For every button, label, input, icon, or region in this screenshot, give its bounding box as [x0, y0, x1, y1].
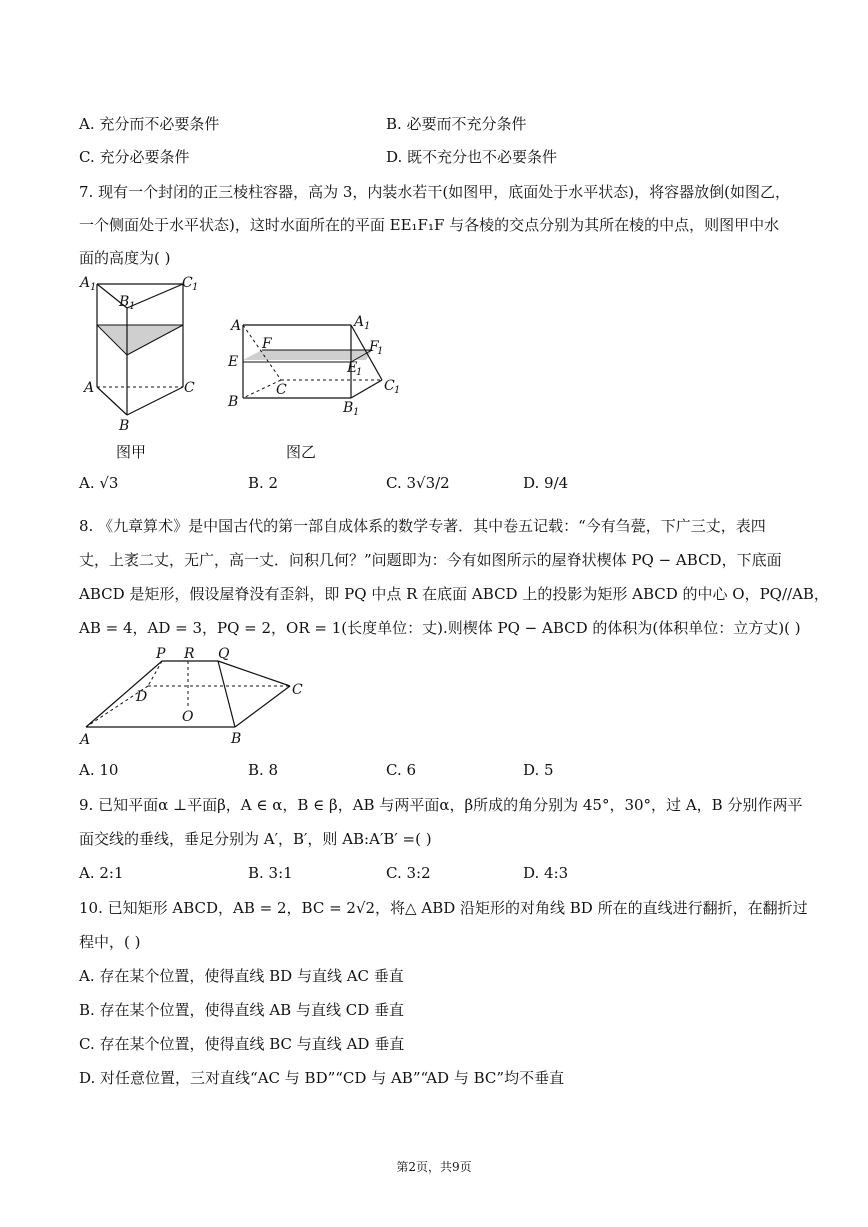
- q7-line-3: 面的高度为( ): [79, 249, 171, 267]
- q6-option-d: D. 既不充分也不必要条件: [386, 148, 558, 166]
- q10-option-a: A. 存在某个位置，使得直线 BD 与直线 AC 垂直: [79, 967, 404, 985]
- q6-option-c: C. 充分必要条件: [79, 148, 190, 166]
- q7-option-c: C. 3√3/2: [386, 474, 450, 492]
- wedge-figure: [78, 644, 318, 748]
- q9-line-2: 面交线的垂线，垂足分别为 A′，B′，则 AB:A′B′ =( ): [79, 830, 432, 848]
- svg-text:A: A: [80, 275, 91, 291]
- prism-figure-a: [78, 270, 218, 430]
- svg-text:F: F: [369, 339, 379, 355]
- svg-text:F: F: [262, 336, 272, 352]
- svg-text:1: 1: [394, 385, 401, 396]
- q9-option-d: D. 4:3: [523, 864, 569, 882]
- q6-option-b: B. 必要而不充分条件: [386, 115, 527, 133]
- svg-text:1: 1: [353, 407, 360, 418]
- svg-text:C: C: [292, 682, 303, 698]
- svg-text:1: 1: [90, 282, 97, 293]
- svg-text:C: C: [184, 380, 195, 396]
- svg-text:1: 1: [129, 301, 136, 312]
- q10-option-d: D. 对任意位置，三对直线“AC 与 BD”“CD 与 AB”“AD 与 BC”均不垂直: [79, 1069, 565, 1087]
- q8-option-c: C. 6: [386, 761, 417, 779]
- figure-b-caption: 图乙: [286, 443, 317, 461]
- figure-a-caption: 图甲: [116, 443, 147, 461]
- svg-text:1: 1: [377, 346, 384, 357]
- q8-option-a: A. 10: [79, 761, 119, 779]
- svg-text:A: A: [80, 732, 91, 748]
- q8-line-2: 丈，上袤二丈，无广，高一丈．问积几何？”问题即为：今有如图所示的屋脊状楔体 PQ − ABCD，下底面: [79, 551, 782, 569]
- q9-option-c: C. 3:2: [386, 864, 431, 882]
- q8-line-3: ABCD 是矩形，假设屋脊没有歪斜，即 PQ 中点 R 在底面 ABCD 上的投影为矩形 ABCD 的中心 O，PQ//AB，: [79, 585, 829, 603]
- svg-text:B: B: [231, 731, 242, 747]
- svg-text:1: 1: [364, 321, 371, 332]
- q7-option-a: A. √3: [79, 474, 119, 492]
- svg-text:A: A: [354, 314, 365, 330]
- q7-option-b: B. 2: [248, 474, 279, 492]
- q8-option-b: B. 8: [248, 761, 279, 779]
- svg-text:Q: Q: [218, 646, 230, 662]
- svg-text:A: A: [231, 318, 242, 334]
- svg-text:B: B: [343, 400, 354, 416]
- q7-option-d: D. 9/4: [523, 474, 569, 492]
- svg-text:B: B: [119, 294, 130, 310]
- q7-line-2: 一个侧面处于水平状态)，这时水面所在的平面 EE₁F₁F 与各棱的交点分别为其所在棱的中点，则图甲中水: [79, 216, 780, 234]
- q10-line-1: 10. 已知矩形 ABCD，AB = 2，BC = 2√2，将△ ABD 沿矩形的对角线 BD 所在的直线进行翻折，在翻折过: [79, 899, 808, 917]
- q10-option-c: C. 存在某个位置，使得直线 BC 与直线 AD 垂直: [79, 1035, 405, 1053]
- q10-option-b: B. 存在某个位置，使得直线 AB 与直线 CD 垂直: [79, 1001, 404, 1019]
- svg-text:B: B: [119, 418, 130, 430]
- q9-option-b: B. 3:1: [248, 864, 293, 882]
- q7-line-1: 7. 现有一个封闭的正三棱柱容器，高为 3，内装水若干(如图甲，底面处于水平状态)，将容器放倒(如图乙，: [79, 183, 790, 201]
- svg-text:P: P: [156, 646, 166, 662]
- q8-line-1: 8. 《九章算术》是中国古代的第一部自成体系的数学专著．其中卷五记载：“今有刍甍，下广三丈，表四: [79, 517, 766, 535]
- q8-line-4: AB = 4，AD = 3，PQ = 2，OR = 1(长度单位：丈).则楔体 PQ − ABCD 的体积为(体积单位：立方丈)( ): [79, 619, 801, 637]
- svg-text:A: A: [84, 380, 95, 396]
- page-footer: 第2页，共9页: [396, 1160, 472, 1174]
- q6-option-a: A. 充分而不必要条件: [79, 115, 220, 133]
- svg-text:C: C: [276, 382, 287, 398]
- svg-text:E: E: [347, 360, 358, 376]
- q9-option-a: A. 2:1: [79, 864, 124, 882]
- q8-option-d: D. 5: [523, 761, 554, 779]
- svg-text:O: O: [182, 709, 194, 725]
- svg-text:R: R: [184, 646, 195, 662]
- svg-text:E: E: [228, 354, 239, 370]
- svg-text:D: D: [136, 689, 148, 705]
- svg-text:1: 1: [356, 367, 363, 378]
- q10-line-2: 程中，( ): [79, 933, 141, 951]
- svg-text:C: C: [384, 378, 395, 394]
- prism-figure-b: [226, 310, 406, 420]
- svg-text:B: B: [228, 394, 239, 410]
- svg-text:1: 1: [192, 282, 199, 293]
- q9-line-1: 9. 已知平面α ⊥平面β，A ∈ α，B ∈ β，AB 与两平面α，β所成的角分别为 45°，30°，过 A，B 分别作两平: [79, 796, 803, 814]
- svg-text:C: C: [182, 275, 193, 291]
